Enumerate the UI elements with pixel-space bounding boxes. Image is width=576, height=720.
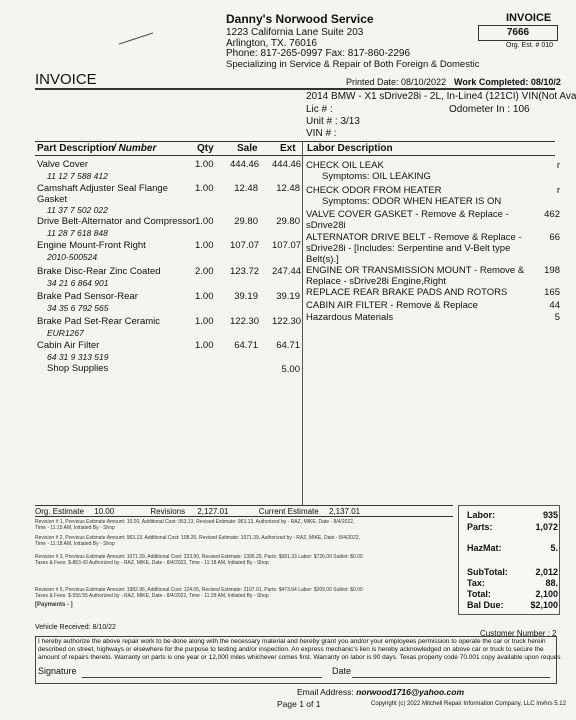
invoice-label: INVOICE	[506, 12, 552, 24]
total-value: 2,100	[535, 589, 558, 599]
part-qty: 1.00	[195, 240, 214, 251]
vehicle-unit: Unit # : 3/13	[306, 116, 360, 127]
part-desc-line2: Gasket	[37, 194, 68, 205]
labor-cost: 66	[549, 232, 560, 243]
labor-symptom: Symptoms: OIL LEAKING	[322, 171, 431, 182]
vehicle-received: Vehicle Received: 8/10/22	[35, 624, 116, 631]
authorization-text: described on street, highways or elsewhere for the purpose to testing and/or inspection. An express mechanic's lien is hereby acknowledged on above car or truck to secure the	[38, 646, 544, 653]
header-qty: Qty	[197, 143, 214, 154]
part-qty: 1.00	[195, 291, 214, 302]
part-number: 34 21 6 864 901	[47, 278, 109, 288]
part-desc: Cabin Air Filter	[37, 340, 100, 351]
copyright: Copyright (c) 2022 Mitchell Repair Information Company, LLC Invhrs 5.12	[371, 701, 566, 707]
hazmat-value: 5.	[550, 543, 558, 553]
part-ext: 444.46	[272, 159, 302, 170]
estimate-summary	[35, 507, 360, 516]
header-sale: Sale	[237, 143, 258, 154]
labor-symptom: Symptoms: ODOR WHEN HEATER IS ON	[322, 196, 502, 207]
part-qty: 1.00	[195, 216, 214, 227]
org-estimate-value: 10.00	[94, 507, 115, 516]
labor-item: VALVE COVER GASKET - Remove & Replace -	[306, 209, 509, 220]
labor-cost: r	[556, 185, 560, 196]
part-sale: 123.72	[230, 266, 260, 277]
part-desc: Camshaft Adjuster Seal Flange	[37, 183, 168, 194]
subtotal-value: 2,012	[535, 567, 558, 577]
labor-item: ALTERNATOR DRIVE BELT - Remove & Replace -	[306, 232, 522, 243]
revision-line: Revision # 2, Previous Estimate Amount: 963.13, Additional Cost: 108.26, Revised Estimate: 1071.39, Authorized by - RAZ, MIKE, Date - 8/4/2022,	[35, 535, 360, 541]
labor-cost: 44	[549, 300, 560, 311]
part-qty: 1.00	[195, 159, 214, 170]
shop-specialty: Specializing in Service & Repair of Both Foreign & Domestic	[226, 59, 480, 70]
revision-line: Time - 11:18 AM, Initiated By - Shop	[35, 541, 115, 547]
labor-item-line2: sDrive28i - [Includes: Serpentine and V-Belt type	[306, 243, 511, 254]
part-desc: Brake Disc-Rear Zinc Coated	[37, 266, 161, 277]
part-number: EUR1267	[47, 328, 84, 338]
part-ext: 64.71	[276, 340, 300, 351]
customer-number: Customer Number : 2	[480, 629, 557, 638]
signature-label: Signature	[38, 666, 77, 676]
part-sale: 39.19	[234, 291, 258, 302]
labor-cost: 198	[544, 265, 560, 276]
labor-cost: 165	[544, 287, 560, 298]
part-sale: 29.80	[234, 216, 258, 227]
shop-supplies-ext: 5.00	[281, 364, 300, 375]
odometer: Odometer In : 106	[449, 104, 530, 115]
current-estimate-label: Current Estimate	[258, 507, 319, 516]
part-desc: Valve Cover	[37, 159, 89, 170]
part-ext: 12.48	[276, 183, 300, 194]
signature-line[interactable]	[82, 677, 322, 678]
vehicle-description: 2014 BMW - X1 sDrive28i - 2L, In-Line4 (121CI) VIN(Not Ava	[306, 91, 576, 102]
part-desc: Brake Pad Set-Rear Ceramic	[37, 316, 161, 327]
labor-item: CABIN AIR FILTER - Remove & Replace	[306, 300, 478, 311]
part-number: 2010-500524	[47, 252, 98, 262]
part-sale: 122.30	[230, 316, 260, 327]
email-label: Email Address:	[297, 687, 354, 697]
revision-line: Time - 11:15 AM, Initiated By - Shop	[35, 525, 115, 531]
labor-cost: 5	[554, 312, 560, 323]
shop-phone: Phone: 817-265-0997 Fax: 817-860-2296	[226, 48, 411, 59]
part-sale: 12.48	[234, 183, 258, 194]
date-label: Date	[332, 666, 352, 676]
labor-item-line2: sDrive28i	[306, 220, 346, 231]
part-desc: Engine Mount-Front Right	[37, 240, 146, 251]
labor-item: Hazardous Materials	[306, 312, 394, 323]
part-sale: 64.71	[234, 340, 258, 351]
estimate-top-line	[35, 505, 453, 506]
date-line[interactable]	[352, 677, 550, 678]
part-number: 11 28 7 618 848	[47, 228, 108, 238]
header-number: / Number	[113, 143, 157, 154]
revision-line: Revision # 5, Previous Estimate Amount: 1982.96, Additional Cost: 124.05, Revised Estimate: 2107.01, Parts: $473.64 Labor: $209.00 Sublet: $0.00	[35, 587, 363, 593]
revisions-label: Revisions	[150, 507, 186, 516]
vehicle-vin: VIN # :	[306, 128, 337, 139]
work-completed: Work Completed: 08/10/2	[454, 77, 561, 87]
labor-cost: r	[556, 160, 560, 171]
shop-address: 1223 California Lane Suite 203	[226, 27, 364, 38]
pen-mark	[119, 32, 154, 44]
revision-line: Taxes & Fees: $-556.55 Authorized by - RAZ, MIKE, Date - 8/4/2022, Time - 11:29 AM, Initiated By - Shop	[35, 593, 269, 599]
header-labor-description: Labor Description	[307, 143, 393, 154]
labor-cost: 462	[544, 209, 560, 220]
vehicle-lic: Lic # :	[306, 104, 333, 115]
authorization-text: I hereby authorize the above repair work to be done along with the necessary material and hereby grant you and/or your employees permission to operate the car or truck herein	[38, 638, 546, 645]
part-ext: 107.07	[272, 240, 302, 251]
part-qty: 2.00	[195, 266, 214, 277]
parts-total-value: 1,072	[535, 522, 558, 532]
invoice-number: 7666	[478, 25, 558, 41]
table-top-line	[35, 141, 555, 142]
part-sale: 107.07	[230, 240, 260, 251]
part-desc: Drive Belt-Alternator and Compressor	[37, 216, 196, 227]
revision-line: Taxes & Fees: $-863.43 Authorized by - RAZ, MIKE, Date - 8/4/2022, Time - 11:18 AM, Initiated By - Shop	[35, 560, 269, 566]
current-estimate-value: 2,137.01	[328, 507, 361, 516]
org-estimate-label: Org. Estimate	[35, 507, 84, 516]
hazmat-label: HazMat:	[467, 543, 502, 553]
labor-item: REPLACE REAR BRAKE PADS AND ROTORS	[306, 287, 508, 298]
email-row	[297, 687, 464, 697]
tax-value: 88.	[545, 578, 558, 588]
revisions-value: 2,127.01	[197, 507, 229, 516]
table-header-line	[35, 155, 555, 156]
part-number: 11 37 7 502 022	[47, 205, 108, 215]
revision-line: Revision # 3, Previous Estimate Amount: 1071.39, Additional Cost: 323.90, Revised Estimate: 1395.29, Parts: $581.33 Labor: $726.00 Sublet: $0.00	[35, 554, 363, 560]
labor-item-line2: Replace - sDrive28i Engine,Right	[306, 276, 446, 287]
part-ext: 29.80	[276, 216, 300, 227]
subtotal-label: SubTotal:	[467, 567, 508, 577]
column-divider	[302, 141, 303, 506]
part-sale: 444.46	[230, 159, 260, 170]
part-number: 64 31 9 313 519	[47, 352, 109, 362]
page-number: Page 1 of 1	[277, 699, 321, 709]
printed-date: Printed Date: 08/10/2022	[346, 77, 447, 87]
balance-due-value: $2,100	[530, 600, 558, 610]
labor-total-label: Labor:	[467, 510, 495, 520]
title-divider	[35, 88, 555, 90]
estimate-bottom-line	[35, 516, 453, 517]
part-ext: 39.19	[276, 291, 300, 302]
shop-supplies-label: Shop Supplies	[47, 363, 109, 374]
org-estimate-number: Org. Est. # 010	[506, 42, 554, 49]
part-desc: Brake Pad Sensor-Rear	[37, 291, 138, 302]
part-number: 34 35 6 792 565	[47, 303, 109, 313]
authorization-text: amount of repairs thereto. Warranty on parts is one year or 12,000 miles whichever comes first. Warranty on labor is 90 days. Texas property code 70.001 copy available upon reques	[38, 654, 561, 661]
labor-total-value: 935	[542, 510, 558, 520]
parts-total-label: Parts:	[467, 522, 493, 532]
page-title: INVOICE	[35, 71, 97, 88]
part-qty: 1.00	[195, 340, 214, 351]
labor-item: CHECK ODOR FROM HEATER	[306, 185, 442, 196]
part-ext: 247.44	[272, 266, 302, 277]
header-part-description: Part Description	[37, 143, 115, 154]
tax-label: Tax:	[467, 578, 485, 588]
total-label: Total:	[467, 589, 491, 599]
header-ext: Ext	[280, 143, 296, 154]
labor-item-line3: Belt(s).]	[306, 254, 339, 265]
email-address: norwood1716@yahoo.com	[356, 687, 465, 697]
labor-item: ENGINE OR TRANSMISSION MOUNT - Remove &	[306, 265, 525, 276]
balance-due-label: Bal Due:	[467, 600, 504, 610]
labor-item: CHECK OIL LEAK	[306, 160, 384, 171]
part-ext: 122.30	[272, 316, 302, 327]
shop-city: Arlington, TX. 76016	[226, 38, 317, 49]
part-qty: 1.00	[195, 316, 214, 327]
shop-name: Danny's Norwood Service	[226, 12, 374, 26]
part-qty: 1.00	[195, 183, 214, 194]
payments-line: [Payments - ]	[35, 602, 73, 608]
part-number: 11 12 7 588 412	[47, 171, 108, 181]
revision-line: Revision # 1, Previous Estimate Amount: 10.00, Additional Cost: 953.13, Revised Estimate: 963.13, Authorized by - RAZ, MIKE, Date - 8/4/2022,	[35, 519, 355, 525]
